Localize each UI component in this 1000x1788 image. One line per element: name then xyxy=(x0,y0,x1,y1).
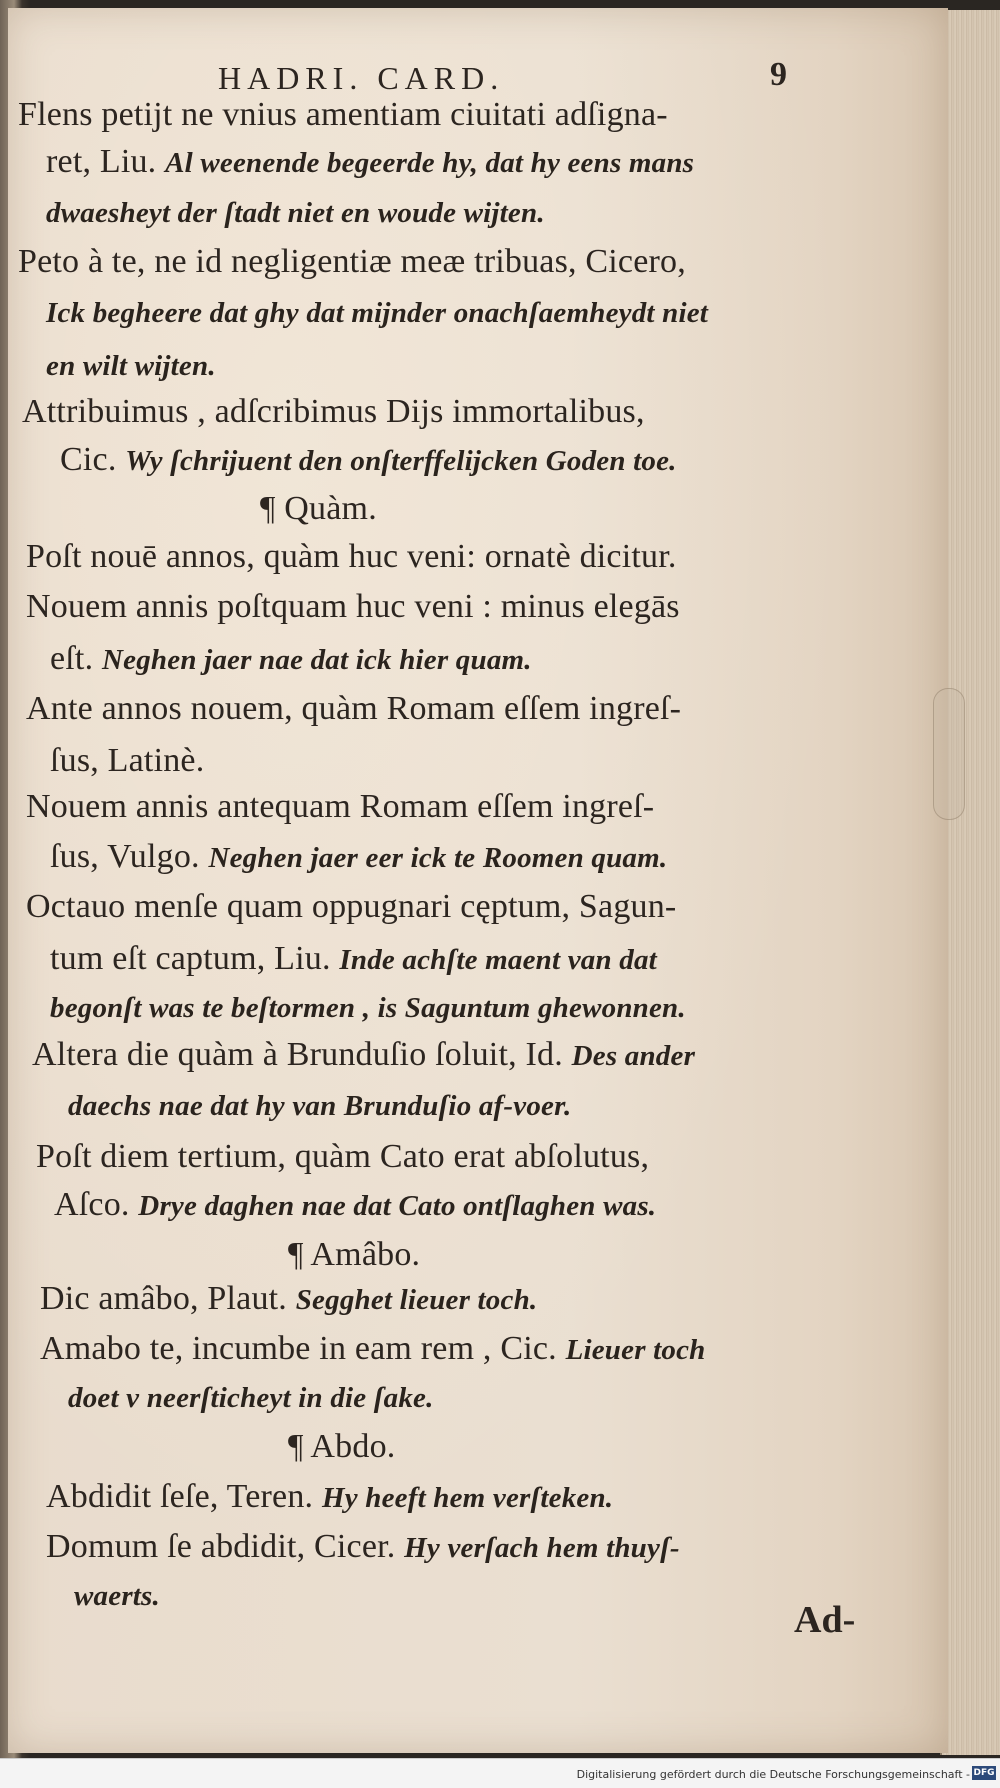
dutch-translation: Hy heeft hem verſteken. xyxy=(321,1482,614,1514)
latin-text: Peto à te, ne id negligentiæ meæ tribuas, Cicero, xyxy=(18,243,686,280)
dutch-translation: Neghen jaer nae dat ick hier quam. xyxy=(102,644,532,676)
text-line xyxy=(26,538,677,576)
text-line xyxy=(46,193,545,231)
text-line xyxy=(18,243,686,281)
text-line xyxy=(26,690,681,728)
text-line xyxy=(68,1378,434,1416)
text-line xyxy=(68,1086,571,1124)
text-line xyxy=(40,1330,706,1368)
latin-text: Nouem annis poſtquam huc veni : minus elegās xyxy=(26,588,680,625)
latin-text: Aſco. xyxy=(54,1186,130,1223)
latin-text: Domum ſe abdidit, Cicer. xyxy=(46,1528,396,1565)
dutch-translation: Des ander xyxy=(571,1040,696,1072)
dutch-translation: waerts. xyxy=(74,1580,160,1612)
text-line xyxy=(54,1186,656,1224)
text-line xyxy=(46,1478,613,1516)
latin-text: Poſt diem tertium, quàm Cato erat abſolutus, xyxy=(36,1138,650,1175)
footer-credit: Digitalisierung gefördert durch die Deutsche Forschungsgemeinschaft - xyxy=(576,1768,970,1781)
text-line xyxy=(288,1236,420,1274)
text-line xyxy=(74,1576,160,1614)
text-line xyxy=(26,888,676,926)
text-line xyxy=(36,1138,649,1176)
latin-text: ret, Liu. xyxy=(46,143,157,180)
dutch-translation: Segghet lieuer toch. xyxy=(295,1284,538,1316)
dutch-translation: Wy ſchrijuent den onſterffelijcken Goden toe. xyxy=(125,445,677,477)
latin-text: ſus, Latinè. xyxy=(50,742,205,779)
dutch-translation: doet v neerſticheyt in die ſake. xyxy=(68,1382,434,1414)
dutch-translation: en wilt wijten. xyxy=(46,350,216,382)
latin-text: Altera die quàm à Brunduſio ſoluit, Id. xyxy=(32,1036,563,1073)
latin-text: Ante annos nouem, quàm Romam eſſem ingreſ- xyxy=(26,690,682,727)
latin-text: Cic. xyxy=(60,441,117,478)
text-line xyxy=(50,640,532,678)
latin-text: Octauo menſe quam oppugnari cęptum, Sagun- xyxy=(26,888,677,925)
catchword: Ad- xyxy=(794,1599,856,1641)
text-line xyxy=(288,1428,395,1466)
text-line xyxy=(60,441,677,479)
page-number: 9 xyxy=(770,56,787,93)
dutch-translation: Lieuer toch xyxy=(565,1334,706,1366)
text-line xyxy=(40,1280,537,1318)
latin-text: tum eſt captum, Liu. xyxy=(50,940,331,977)
running-head: HADRI. CARD. xyxy=(218,60,505,96)
latin-text: ¶ Abdo. xyxy=(288,1428,396,1465)
latin-text: eſt. xyxy=(50,640,94,677)
text-line xyxy=(26,588,680,626)
latin-text: ſus, Vulgo. xyxy=(50,838,200,875)
text-line xyxy=(50,988,686,1026)
latin-text: Dic amâbo, Plaut. xyxy=(40,1280,288,1317)
latin-text: ¶ Quàm. xyxy=(260,490,377,527)
text-line xyxy=(46,293,708,331)
dutch-translation: Ick begheere dat ghy dat mijnder onachſaemheydt niet xyxy=(46,297,709,329)
dfg-logo-badge: DFG xyxy=(973,1768,995,1778)
dutch-translation: daechs nae dat hy van Brunduſio af-voer. xyxy=(68,1090,572,1122)
dutch-translation: Drye daghen nae dat Cato ontſlaghen was. xyxy=(138,1190,657,1222)
page-edges xyxy=(940,10,1000,1755)
book-page xyxy=(8,8,948,1753)
latin-text: Nouem annis antequam Romam eſſem ingreſ- xyxy=(26,788,655,825)
latin-text: Attribuimus , adſcribimus Dijs immortalibus, xyxy=(22,393,645,430)
latin-text: Amabo te, incumbe in eam rem , Cic. xyxy=(40,1330,557,1367)
dutch-translation: Al weenende begeerde hy, dat hy eens mans xyxy=(165,147,695,179)
dutch-translation: Hy verſach hem thuyſ- xyxy=(404,1532,680,1564)
dutch-translation: begonſt was te beſtormen , is Saguntum ghewonnen. xyxy=(50,992,686,1024)
text-line xyxy=(22,393,645,431)
dutch-translation: Neghen jaer eer ick te Roomen quam. xyxy=(208,842,668,874)
text-line xyxy=(32,1036,695,1074)
latin-text: ¶ Amâbo. xyxy=(288,1236,421,1273)
page-fold xyxy=(933,688,965,820)
text-line xyxy=(46,143,694,181)
latin-text: Poſt nouē annos, quàm huc veni: ornatè dicitur. xyxy=(26,538,677,575)
text-line xyxy=(18,96,668,134)
text-line xyxy=(260,490,377,528)
latin-text: Abdidit ſeſe, Teren. xyxy=(46,1478,314,1515)
text-line xyxy=(50,742,204,780)
latin-text: Flens petijt ne vnius amentiam ciuitati adſigna- xyxy=(18,96,668,133)
text-line xyxy=(26,788,654,826)
text-line xyxy=(46,346,216,384)
text-line xyxy=(46,1528,680,1566)
dutch-translation: dwaesheyt der ſtadt niet en woude wijten. xyxy=(46,197,545,229)
text-line xyxy=(50,838,667,876)
text-line xyxy=(50,940,657,978)
dutch-translation: Inde achſte maent van dat xyxy=(339,944,657,976)
